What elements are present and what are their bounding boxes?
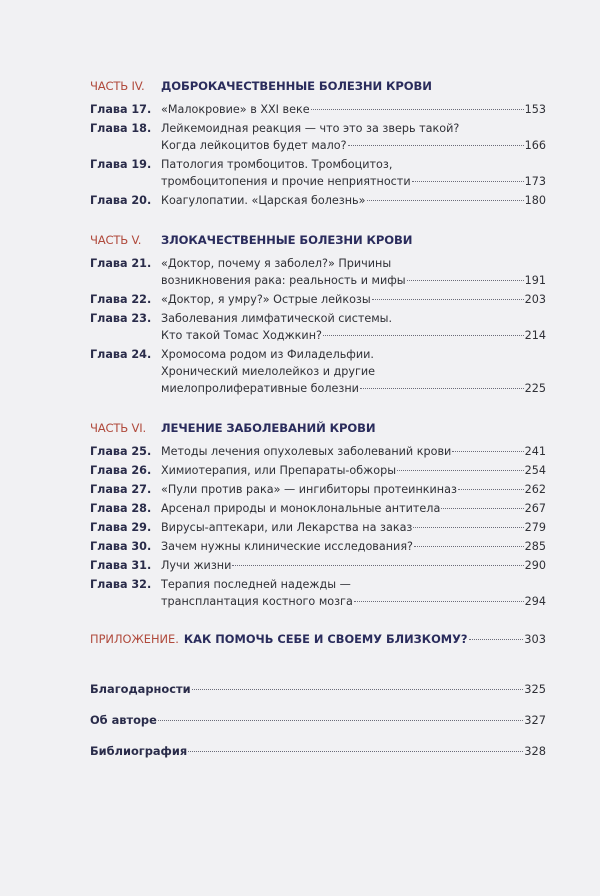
- toc-entry-chapter[interactable]: [90, 462, 546, 479]
- chapter-body: [161, 291, 546, 308]
- toc-entry-chapter[interactable]: [90, 443, 546, 460]
- chapter-title-line: «Доктор, почему я заболел?» Причины: [161, 257, 392, 270]
- toc-entry-chapter[interactable]: [90, 101, 546, 118]
- part-title: ЗЛОКАЧЕСТВЕННЫЕ БОЛЕЗНИ КРОВИ: [161, 233, 413, 247]
- chapter-body: [161, 255, 546, 289]
- dot-leader: [413, 527, 523, 528]
- chapter-title-line: «Пули против рака» — ингибиторы протеинкиназ: [161, 483, 457, 496]
- toc-part: [90, 231, 546, 397]
- chapter-title-last-line: [161, 462, 546, 479]
- toc-entry-chapter[interactable]: [90, 255, 546, 289]
- chapter-title-line: возникновения рака: реальность и мифы: [161, 274, 406, 287]
- chapter-title-line: «Малокровие» в XXI веке: [161, 103, 310, 116]
- chapter-body: [161, 120, 546, 154]
- chapter-number: Глава 20.: [90, 194, 152, 207]
- toc-entry-chapter[interactable]: [90, 192, 546, 209]
- chapter-number: Глава 28.: [90, 502, 152, 515]
- dot-leader: [348, 145, 524, 146]
- part-label: ЧАСТЬ V.: [90, 233, 142, 247]
- toc-part: [90, 77, 546, 209]
- chapter-title-last-line: [161, 137, 546, 154]
- chapter-title-last-line: [161, 519, 546, 536]
- chapter-body: [161, 192, 546, 209]
- part-heading[interactable]: [90, 231, 546, 249]
- chapter-number: Глава 24.: [90, 348, 152, 361]
- dot-leader: [412, 181, 524, 182]
- toc-entry-chapter[interactable]: [90, 519, 546, 536]
- dot-leader: [458, 489, 524, 490]
- dot-leader: [441, 508, 523, 509]
- chapter-title-last-line: [161, 327, 546, 344]
- page-number: 267: [524, 502, 546, 515]
- part-heading[interactable]: [90, 77, 546, 95]
- chapter-number: Глава 29.: [90, 521, 152, 534]
- page-number: 214: [524, 329, 546, 342]
- toc-entry-chapter[interactable]: [90, 346, 546, 397]
- chapter-number: Глава 32.: [90, 578, 152, 591]
- chapter-title-last-line: [161, 557, 546, 574]
- chapter-title-line: Методы лечения опухолевых заболеваний крови: [161, 445, 452, 458]
- chapter-title-line: миелопролиферативные болезни: [161, 382, 359, 395]
- dot-leader: [452, 451, 523, 452]
- chapter-body: [161, 346, 546, 397]
- chapter-title-line: Лейкемоидная реакция — что это за зверь такой?: [161, 122, 460, 135]
- dot-leader: [407, 280, 524, 281]
- dot-leader: [372, 299, 524, 300]
- chapter-body: [161, 500, 546, 517]
- chapter-number: Глава 17.: [90, 103, 152, 116]
- part-label: ЧАСТЬ IV.: [90, 79, 145, 93]
- dot-leader: [469, 639, 524, 640]
- chapter-title-line: Зачем нужны клинические исследования?: [161, 540, 413, 553]
- part-label: ЧАСТЬ VI.: [90, 421, 146, 435]
- page-number: 325: [524, 682, 546, 696]
- toc-entry-back-matter[interactable]: [90, 682, 546, 696]
- chapter-title-line: Когда лейкоцитов будет мало?: [161, 139, 347, 152]
- chapter-title-line: трансплантация костного мозга: [161, 595, 353, 608]
- chapter-title-line: Лучи жизни: [161, 559, 232, 572]
- back-matter-list: [90, 682, 546, 758]
- dot-leader: [360, 388, 524, 389]
- chapter-title-last-line: [161, 443, 546, 460]
- chapter-title-last-line: [161, 101, 546, 118]
- page-number: 279: [524, 521, 546, 534]
- dot-leader: [188, 751, 523, 752]
- chapter-number: Глава 27.: [90, 483, 152, 496]
- chapter-body: [161, 462, 546, 479]
- page-number: 290: [524, 559, 546, 572]
- toc-entry-chapter[interactable]: [90, 481, 546, 498]
- back-matter-title: Благодарности: [90, 682, 191, 696]
- chapter-title-last-line: [161, 272, 546, 289]
- chapter-number: Глава 23.: [90, 312, 152, 325]
- chapter-title-line: Патология тромбоцитов. Тромбоцитоз,: [161, 158, 393, 171]
- part-heading[interactable]: [90, 419, 546, 437]
- page-number: 203: [524, 293, 546, 306]
- table-of-contents: [90, 77, 546, 775]
- parts-list: [90, 77, 546, 610]
- toc-entry-chapter[interactable]: [90, 120, 546, 154]
- chapter-title-line: Хронический миелолейкоз и другие: [161, 365, 376, 378]
- page-number: 254: [524, 464, 546, 477]
- chapter-body: [161, 538, 546, 555]
- dot-leader: [354, 601, 524, 602]
- chapter-title-last-line: [161, 500, 546, 517]
- chapter-body: [161, 557, 546, 574]
- chapter-body: [161, 443, 546, 460]
- chapter-title-line: Терапия последней надежды —: [161, 578, 351, 591]
- part-title: ДОБРОКАЧЕСТВЕННЫЕ БОЛЕЗНИ КРОВИ: [161, 79, 432, 93]
- chapter-number: Глава 26.: [90, 464, 152, 477]
- appendix-label: ПРИЛОЖЕНИЕ.: [90, 632, 179, 646]
- dot-leader: [232, 565, 523, 566]
- page-number: 262: [524, 483, 546, 496]
- chapter-title-last-line: [161, 291, 546, 308]
- toc-entry-chapter[interactable]: [90, 310, 546, 344]
- page-number: 327: [524, 713, 546, 727]
- chapter-number: Глава 18.: [90, 122, 152, 135]
- toc-entry-chapter[interactable]: [90, 557, 546, 574]
- chapter-body: [161, 519, 546, 536]
- dot-leader: [367, 200, 524, 201]
- chapter-body: [161, 101, 546, 118]
- toc-entry-chapter[interactable]: [90, 291, 546, 308]
- chapter-title-line: Арсенал природы и моноклональные антитела: [161, 502, 441, 515]
- page-number: 241: [524, 445, 546, 458]
- chapter-title-last-line: [161, 593, 546, 610]
- page-number: 328: [524, 744, 546, 758]
- part-title: ЛЕЧЕНИЕ ЗАБОЛЕВАНИЙ КРОВИ: [161, 421, 376, 435]
- chapter-title-line: тромбоцитопения и прочие неприятности: [161, 175, 411, 188]
- chapter-title-last-line: [161, 380, 546, 397]
- dot-leader: [323, 335, 524, 336]
- chapter-body: [161, 156, 546, 190]
- chapter-title-line: «Доктор, я умру?» Острые лейкозы: [161, 293, 371, 306]
- page-number: 303: [524, 632, 546, 646]
- toc-entry-chapter[interactable]: [90, 156, 546, 190]
- toc-entry-back-matter[interactable]: [90, 713, 546, 727]
- chapter-number: Глава 22.: [90, 293, 152, 306]
- chapter-title-line: Хромосома родом из Филадельфии.: [161, 348, 374, 361]
- page-number: 225: [524, 382, 546, 395]
- back-matter-title: Библиография: [90, 744, 188, 758]
- toc-entry-chapter[interactable]: [90, 576, 546, 610]
- chapter-title-last-line: [161, 481, 546, 498]
- appendix-title: КАК ПОМОЧЬ СЕБЕ И СВОЕМУ БЛИЗКОМУ?: [183, 632, 468, 646]
- chapter-title-line: Химиотерапия, или Препараты-обжоры: [161, 464, 397, 477]
- toc-part: [90, 419, 546, 610]
- back-matter-title: Об авторе: [90, 713, 157, 727]
- dot-leader: [192, 689, 524, 690]
- chapter-body: [161, 576, 546, 610]
- page-number: 153: [524, 103, 546, 116]
- chapter-title-last-line: [161, 173, 546, 190]
- toc-entry-chapter[interactable]: [90, 500, 546, 517]
- chapter-title-last-line: [161, 538, 546, 555]
- chapter-number: Глава 19.: [90, 158, 152, 171]
- page-number: 173: [524, 175, 546, 188]
- chapter-title-last-line: [161, 192, 546, 209]
- page-number: 285: [524, 540, 546, 553]
- dot-leader: [414, 546, 524, 547]
- chapter-number: Глава 31.: [90, 559, 152, 572]
- page-number: 294: [524, 595, 546, 608]
- chapter-body: [161, 481, 546, 498]
- page-number: 191: [524, 274, 546, 287]
- chapter-title-line: Кто такой Томас Ходжкин?: [161, 329, 322, 342]
- chapter-title-line: Коагулопатии. «Царская болезнь»: [161, 194, 366, 207]
- chapter-title-line: Заболевания лимфатической системы.: [161, 312, 393, 325]
- toc-entry-back-matter[interactable]: [90, 744, 546, 758]
- chapter-number: Глава 25.: [90, 445, 152, 458]
- chapter-title-line: Вирусы-аптекари, или Лекарства на заказ: [161, 521, 413, 534]
- dot-leader: [158, 720, 523, 721]
- toc-entry-chapter[interactable]: [90, 538, 546, 555]
- page-number: 180: [524, 194, 546, 207]
- dot-leader: [311, 109, 524, 110]
- chapter-number: Глава 30.: [90, 540, 152, 553]
- toc-entry-appendix[interactable]: [90, 632, 546, 646]
- chapter-body: [161, 310, 546, 344]
- dot-leader: [397, 470, 524, 471]
- page-number: 166: [524, 139, 546, 152]
- chapter-number: Глава 21.: [90, 257, 152, 270]
